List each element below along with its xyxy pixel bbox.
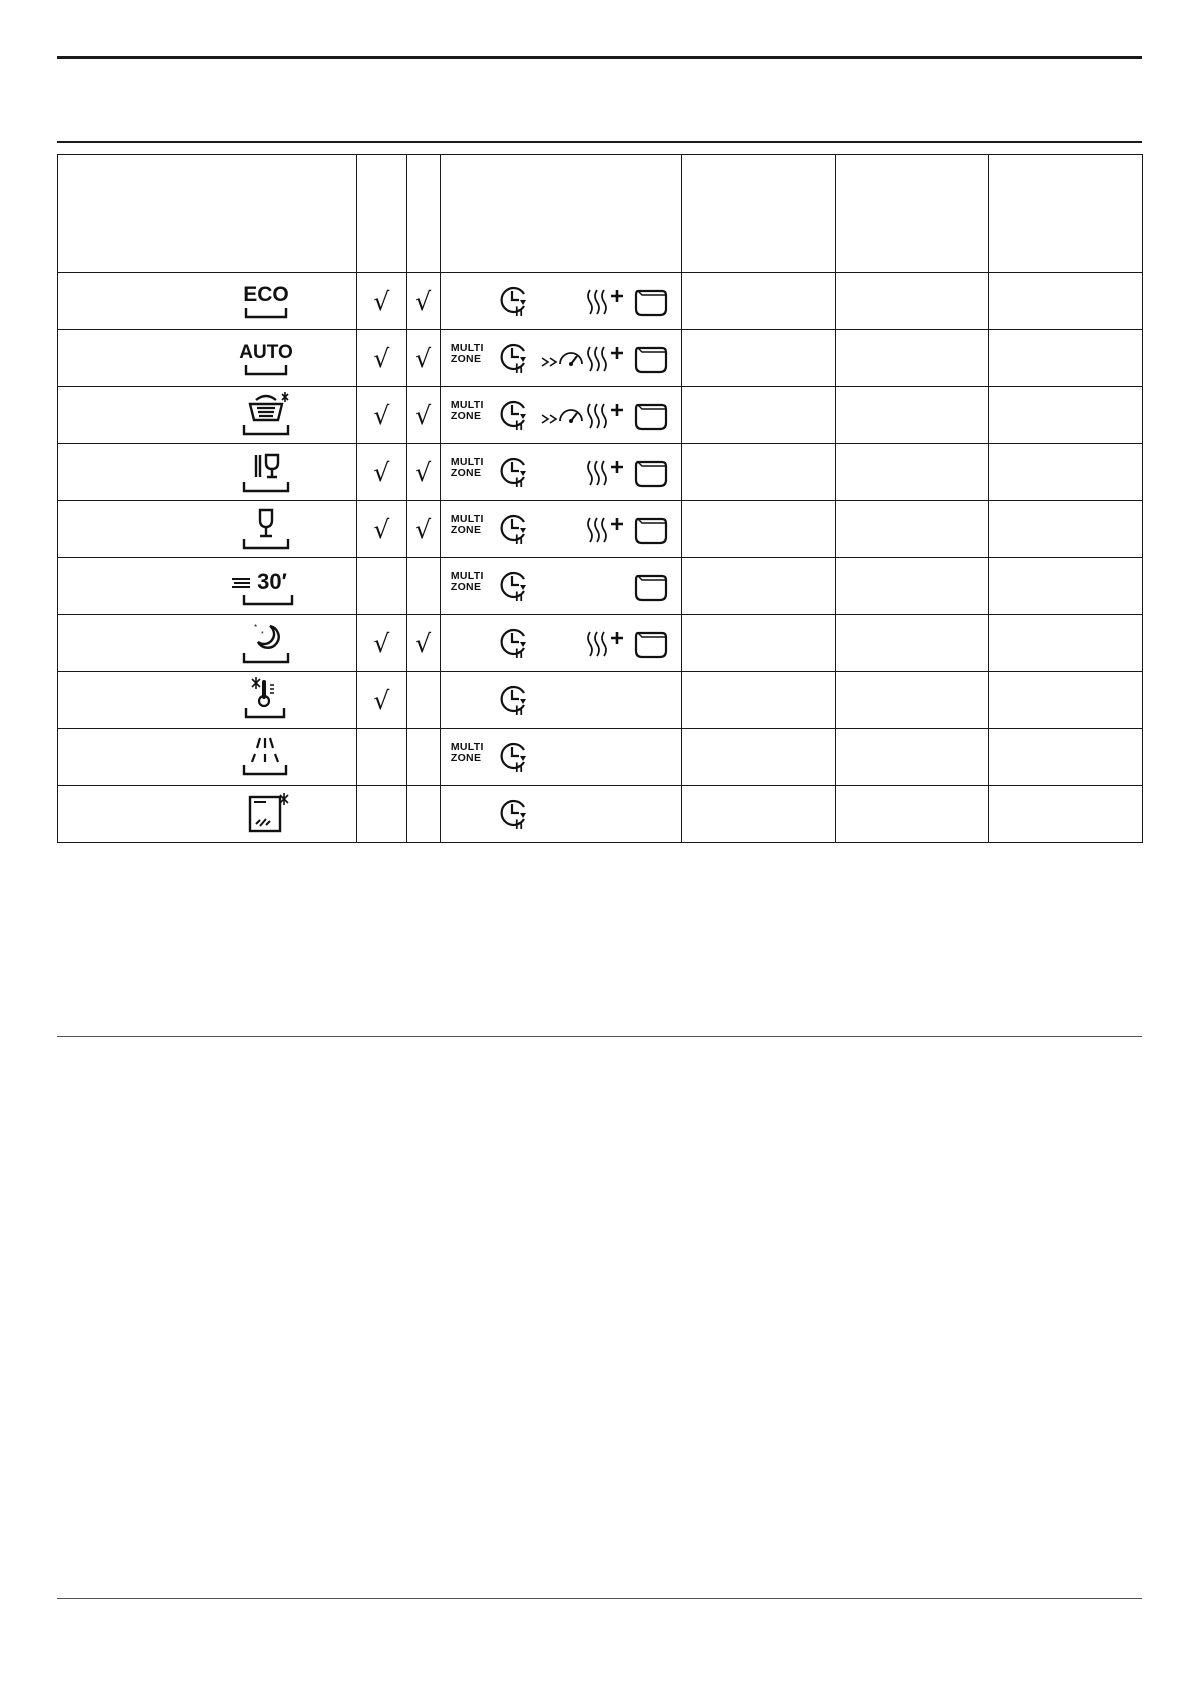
header-cell-options (440, 155, 681, 273)
multizone-line2: ZONE (450, 752, 482, 764)
tablet-icon (633, 286, 669, 323)
extra-dry-heat-plus-icon (584, 343, 626, 380)
check-cell-2 (406, 672, 440, 729)
table-row (58, 273, 1143, 330)
options-cell (440, 501, 681, 558)
multizone-label (451, 571, 484, 593)
empty-cell (989, 558, 1143, 615)
empty-cell (682, 444, 836, 501)
empty-cell (835, 672, 989, 729)
multizone-line1: MULTI (450, 570, 484, 582)
check-cell-1: √ (357, 330, 407, 387)
multizone-line1: MULTI (450, 399, 484, 411)
tablet-icon (633, 514, 669, 551)
empty-cell (835, 558, 989, 615)
table-row (58, 444, 1143, 501)
program-cell (58, 558, 357, 615)
check-cell-1: √ (357, 387, 407, 444)
empty-cell (835, 615, 989, 672)
check-cell-2: √ (406, 501, 440, 558)
check-cell-1: √ (357, 501, 407, 558)
program-cell (58, 729, 357, 786)
extra-dry-heat-plus-icon (584, 457, 626, 494)
check-cell-1 (357, 558, 407, 615)
multizone-line1: MULTI (450, 456, 484, 468)
empty-cell (989, 672, 1143, 729)
empty-cell (682, 501, 836, 558)
check-cell-2: √ (406, 444, 440, 501)
multizone-line1: MULTI (450, 342, 484, 354)
rinse-icon (236, 734, 296, 780)
options-cell (440, 615, 681, 672)
table-row (58, 501, 1143, 558)
empty-cell (682, 273, 836, 330)
empty-cell (682, 672, 836, 729)
extra-dry-heat-plus-icon (584, 400, 626, 437)
auto-icon (236, 336, 296, 380)
empty-cell (989, 330, 1143, 387)
header-cell-5 (835, 155, 989, 273)
check-cell-2: √ (406, 330, 440, 387)
extra-dry-heat-plus-icon (584, 628, 626, 665)
program-icon-text: AUTO (239, 342, 293, 363)
check-cell-1: √ (357, 615, 407, 672)
hygiene-thermometer-icon (236, 677, 296, 723)
multizone-line2: ZONE (450, 353, 482, 365)
svg-text:*: * (261, 631, 264, 638)
empty-cell (835, 501, 989, 558)
header-cell-2 (406, 155, 440, 273)
svg-text:h: h (514, 817, 523, 830)
svg-text:h: h (514, 589, 523, 602)
delay-start-h-icon (498, 570, 532, 607)
machine-clean-icon (236, 791, 296, 837)
delay-start-h-icon (498, 399, 532, 436)
multizone-label (451, 457, 484, 479)
options-cell (440, 786, 681, 843)
speed-gauge-icon (540, 346, 584, 375)
empty-cell (835, 387, 989, 444)
glass-icon (236, 506, 296, 552)
options-cell (440, 273, 681, 330)
options-cell (440, 444, 681, 501)
tablet-icon (633, 571, 669, 608)
empty-cell (682, 615, 836, 672)
program-icon-text: ECO (243, 283, 289, 306)
empty-cell (835, 273, 989, 330)
empty-cell (835, 444, 989, 501)
program-cell (58, 786, 357, 843)
table-row (58, 672, 1143, 729)
tablet-icon (633, 400, 669, 437)
pot-sparkle-icon (236, 392, 296, 438)
multizone-line2: ZONE (450, 581, 482, 593)
multizone-label (451, 400, 484, 422)
empty-cell (989, 501, 1143, 558)
delay-start-h-icon (498, 627, 532, 664)
program-cell (58, 444, 357, 501)
footer-rule (57, 1598, 1142, 1599)
svg-text:h: h (514, 361, 523, 374)
program-cell (58, 501, 357, 558)
empty-cell (682, 387, 836, 444)
speed-gauge-icon (540, 403, 584, 432)
table-row (58, 786, 1143, 843)
empty-cell (682, 786, 836, 843)
svg-text:h: h (514, 418, 523, 431)
svg-text:h: h (514, 304, 523, 317)
program-cell (58, 387, 357, 444)
table-row (58, 330, 1143, 387)
section-rule (57, 1036, 1142, 1037)
table-row (58, 729, 1143, 786)
table-row (58, 387, 1143, 444)
check-cell-2 (406, 786, 440, 843)
empty-cell (989, 786, 1143, 843)
delay-start-h-icon (498, 513, 532, 550)
cutlery-glass-icon (236, 449, 296, 495)
delay-start-h-icon (498, 456, 532, 493)
check-cell-1: √ (357, 444, 407, 501)
delay-start-h-icon (498, 342, 532, 379)
multizone-label (451, 514, 484, 536)
check-cell-2: √ (406, 273, 440, 330)
extra-dry-heat-plus-icon (584, 514, 626, 551)
check-cell-2: √ (406, 387, 440, 444)
extra-dry-heat-plus-icon (584, 286, 626, 323)
table-row (58, 615, 1143, 672)
delay-start-h-icon (498, 684, 532, 721)
empty-cell (682, 330, 836, 387)
multizone-label (451, 343, 484, 365)
multizone-line2: ZONE (450, 467, 482, 479)
multizone-line2: ZONE (450, 410, 482, 422)
check-cell-1: √ (357, 672, 407, 729)
options-cell (440, 387, 681, 444)
empty-cell (989, 729, 1143, 786)
program-cell (58, 330, 357, 387)
options-cell (440, 672, 681, 729)
header-rule (57, 141, 1142, 143)
empty-cell (989, 387, 1143, 444)
empty-cell (682, 558, 836, 615)
check-cell-2: √ (406, 615, 440, 672)
check-cell-1 (357, 786, 407, 843)
multizone-line1: MULTI (450, 513, 484, 525)
multizone-line2: ZONE (450, 524, 482, 536)
empty-cell (835, 786, 989, 843)
header-cell-4 (682, 155, 836, 273)
empty-cell (835, 330, 989, 387)
empty-cell (835, 729, 989, 786)
delay-start-h-icon (498, 741, 532, 778)
multizone-label (451, 742, 484, 764)
svg-text:h: h (514, 646, 523, 659)
header-cell-1 (357, 155, 407, 273)
delay-start-h-icon (498, 798, 532, 835)
check-cell-2 (406, 558, 440, 615)
empty-cell (989, 273, 1143, 330)
program-cell (58, 615, 357, 672)
program-table (57, 154, 1143, 843)
quick-30-icon (230, 563, 296, 609)
table-header-row (58, 155, 1143, 273)
empty-cell (682, 729, 836, 786)
svg-text:h: h (514, 703, 523, 716)
eco-icon (236, 279, 296, 323)
header-cell-6 (989, 155, 1143, 273)
svg-text:h: h (514, 532, 523, 545)
tablet-icon (633, 628, 669, 665)
delay-start-h-icon (498, 285, 532, 322)
svg-text:*: * (254, 623, 258, 632)
svg-text:h: h (514, 475, 523, 488)
check-cell-1: √ (357, 273, 407, 330)
check-cell-2 (406, 729, 440, 786)
empty-cell (989, 615, 1143, 672)
multizone-line1: MULTI (450, 741, 484, 753)
table-row (58, 558, 1143, 615)
top-rule (57, 56, 1142, 59)
program-icon-text: 30′ (257, 569, 287, 594)
options-cell (440, 558, 681, 615)
tablet-icon (633, 343, 669, 380)
tablet-icon (633, 457, 669, 494)
options-cell (440, 729, 681, 786)
check-cell-1 (357, 729, 407, 786)
header-cell-program (58, 155, 357, 273)
program-cell (58, 273, 357, 330)
program-cell (58, 672, 357, 729)
night-moon-icon (236, 620, 296, 666)
options-cell (440, 330, 681, 387)
empty-cell (989, 444, 1143, 501)
svg-text:h: h (514, 760, 523, 773)
